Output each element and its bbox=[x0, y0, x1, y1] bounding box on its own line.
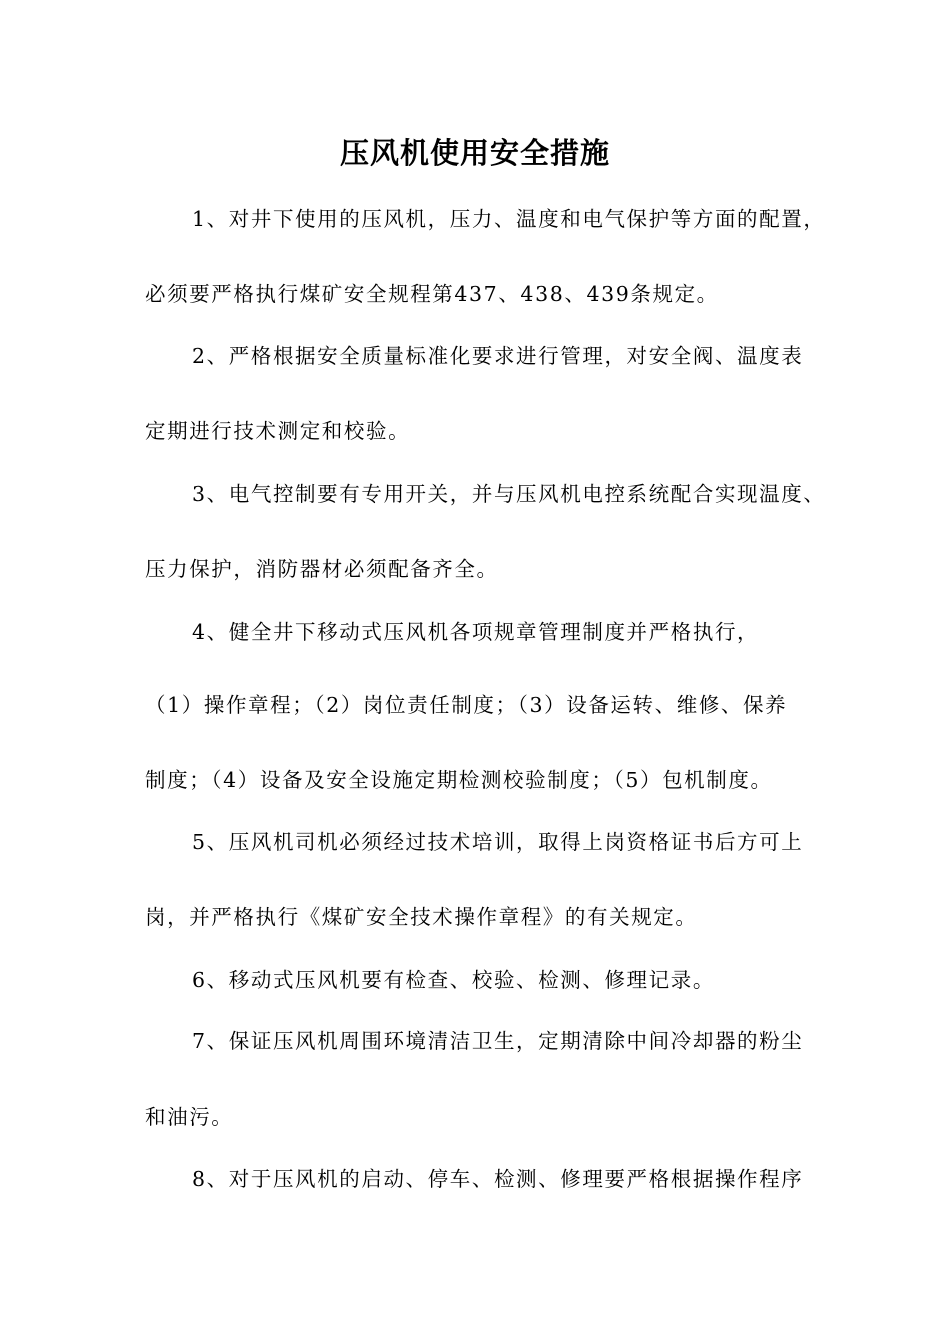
paragraph-6-line-1: 6、移动式压风机要有检查、校验、检测、修理记录。 bbox=[192, 968, 715, 992]
paragraph-2-line-1: 2、严格根据安全质量标准化要求进行管理，对安全阀、温度表 bbox=[192, 344, 804, 368]
paragraph-1-line-2: 必须要严格执行煤矿安全规程第437、438、439条规定。 bbox=[145, 282, 719, 306]
paragraph-5-line-1: 5、压风机司机必须经过技术培训，取得上岗资格证书后方可上 bbox=[192, 830, 804, 854]
paragraph-3-line-2: 压力保护，消防器材必须配备齐全。 bbox=[145, 557, 499, 581]
paragraph-4-line-2: （1）操作章程；（2）岗位责任制度；（3）设备运转、维修、保养 bbox=[145, 693, 788, 717]
paragraph-8-line-1: 8、对于压风机的启动、停车、检测、修理要严格根据操作程序 bbox=[192, 1167, 804, 1191]
paragraph-5-line-2: 岗，并严格执行《煤矿安全技术操作章程》的有关规定。 bbox=[145, 905, 698, 929]
paragraph-7-line-2: 和油污。 bbox=[145, 1105, 234, 1129]
document-title: 压风机使用安全措施 bbox=[339, 136, 610, 170]
paragraph-1-line-1: 1、对井下使用的压风机，压力、温度和电气保护等方面的配置， bbox=[192, 207, 826, 231]
paragraph-4-line-3: 制度；（4）设备及安全设施定期检测校验制度；（5）包机制度。 bbox=[145, 768, 773, 792]
paragraph-3-line-1: 3、电气控制要有专用开关，并与压风机电控系统配合实现温度、 bbox=[192, 482, 826, 506]
paragraph-7-line-1: 7、保证压风机周围环境清洁卫生，定期清除中间冷却器的粉尘 bbox=[192, 1029, 804, 1053]
paragraph-4-line-1: 4、健全井下移动式压风机各项规章管理制度并严格执行， bbox=[192, 620, 760, 644]
paragraph-2-line-2: 定期进行技术测定和校验。 bbox=[145, 419, 411, 443]
